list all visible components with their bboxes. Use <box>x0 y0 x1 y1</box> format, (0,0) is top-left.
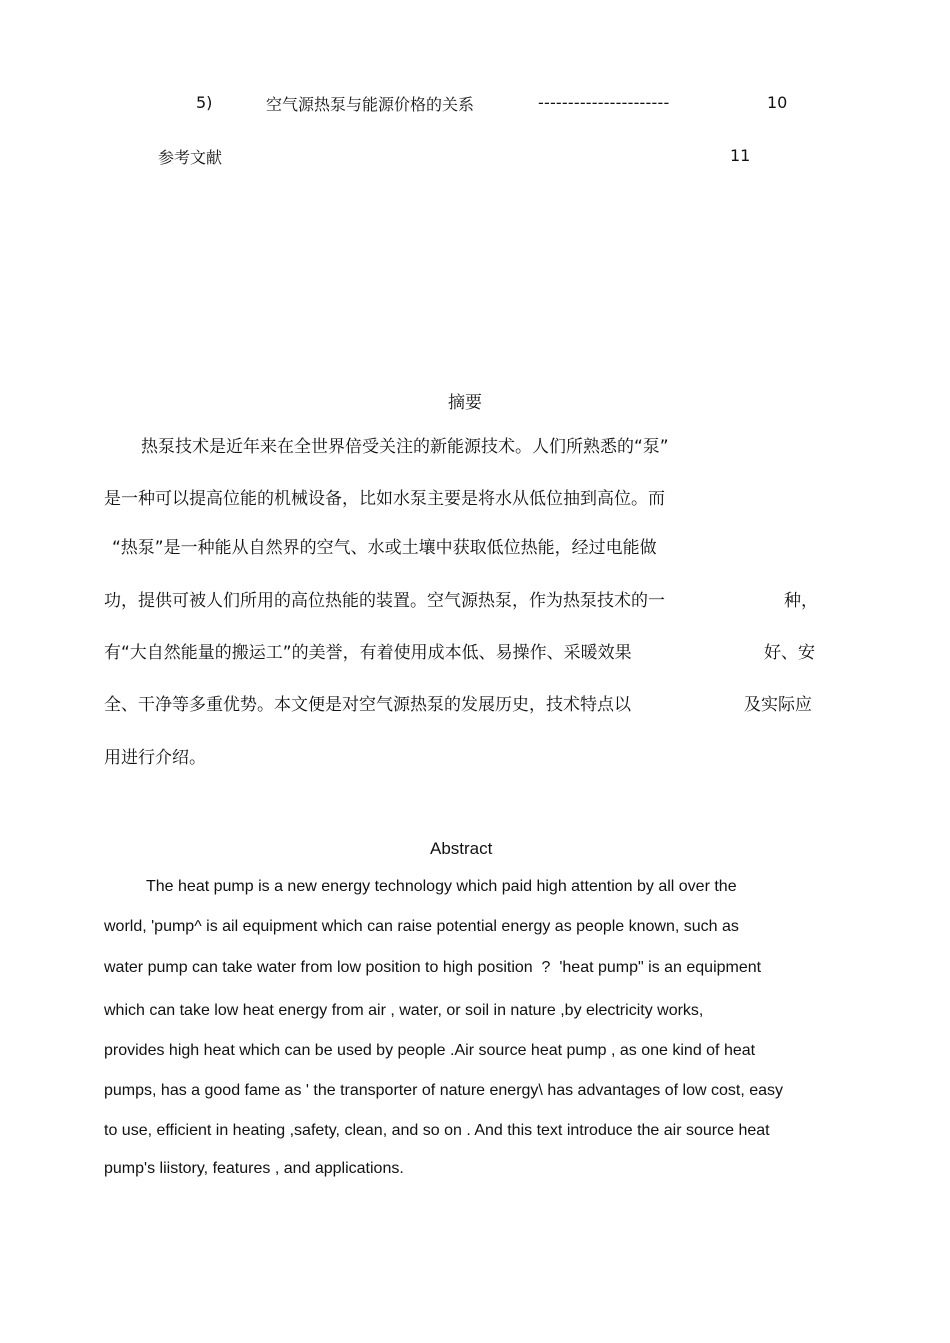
toc-leader: ---------------------- <box>538 93 670 112</box>
paragraph-line: pump's liistory, features , and applications. <box>104 1160 404 1177</box>
paragraph-line: pumps, has a good fame as ' the transporter of nature energy\ has advantages of low cost, easy <box>104 1082 784 1099</box>
paragraph-line-fragment: 及实际应 <box>744 695 812 715</box>
toc-page-number: 10 <box>767 93 788 112</box>
paragraph-line: The heat pump is a new energy technology which paid high attention by all over the <box>146 878 737 895</box>
paragraph-line: provides high heat which can be used by people .Air source heat pump , as one kind of heat <box>104 1042 756 1059</box>
abstract-heading-en: Abstract <box>430 839 493 858</box>
toc-page-number: 11 <box>730 146 751 165</box>
paragraph-line: to use, efficient in heating ,safety, clean, and so on . And this text introduce the air source heat <box>104 1122 770 1139</box>
paragraph-line: “热泵”是一种能从自然界的空气、水或土壤中获取低位热能，经过电能做 <box>112 538 657 558</box>
paragraph-line: 全、干净等多重优势。本文便是对空气源热泵的发展历史，技术特点以 <box>104 695 631 715</box>
paragraph-line-fragment: 好、安 <box>764 643 815 663</box>
toc-entry-title: 空气源热泵与能源价格的关系 <box>266 95 475 114</box>
abstract-heading-cn: 摘要 <box>448 393 482 413</box>
paragraph-line: water pump can take water from low position to high position ? 'heat pump" is an equipment <box>104 959 762 976</box>
paragraph-line: world, 'pump^ is ail equipment which can raise potential energy as people known, such as <box>104 918 739 935</box>
toc-entry-number: 5) <box>196 93 213 112</box>
paragraph-line-fragment: 种， <box>784 591 818 611</box>
paragraph-line: 热泵技术是近年来在全世界倍受关注的新能源技术。人们所熟悉的“泵” <box>141 437 669 457</box>
paragraph-line: 用进行介绍。 <box>104 748 206 768</box>
toc-entry-title: 参考文献 <box>158 148 223 167</box>
paragraph-line: 是一种可以提高位能的机械设备，比如水泵主要是将水从低位抽到高位。而 <box>104 489 665 509</box>
paragraph-line: 功，提供可被人们所用的高位热能的装置。空气源热泵，作为热泵技术的一 <box>104 591 665 611</box>
paragraph-line: 有“大自然能量的搬运工”的美誉，有着使用成本低、易操作、采暖效果 <box>104 643 632 663</box>
paragraph-line: which can take low heat energy from air , water, or soil in nature ,by electricity works, <box>104 1002 704 1019</box>
